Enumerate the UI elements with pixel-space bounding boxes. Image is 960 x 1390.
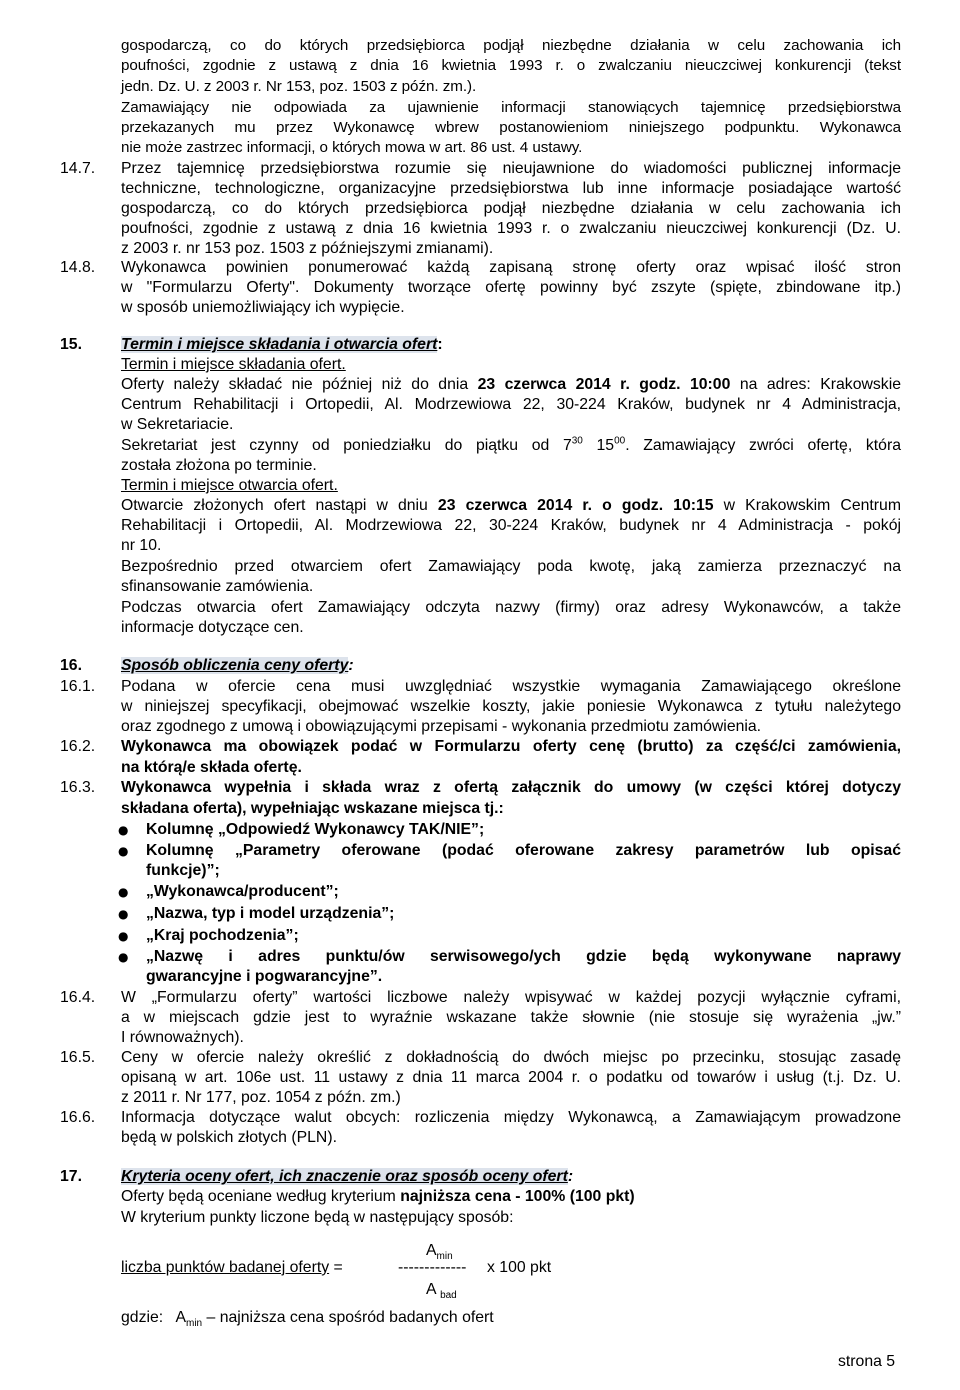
paragraph-line: poufności, zgodnie z ustawą z dnia 16 kwietnia 1993 r. o zwalczaniu nieuczciwej konkurencji (Dz. U. (121, 220, 901, 237)
bullet-item: „Nazwę i adres punktu/ów serwisowego/ych gdzie będą wykonywane naprawy (146, 948, 901, 965)
paragraph-line: na którą/e składa ofertę. (121, 759, 302, 776)
section-number: 15. (60, 336, 82, 353)
bullet-icon: ● (118, 950, 129, 964)
paragraph-line: Centrum Rehabilitacji i Ortopedii, Al. Modrzewiowa 22, 30-224 Kraków, budynek nr 4 Administracja, (121, 396, 901, 413)
paragraph-line: Wykonawca wypełnia i składa wraz z ofertą załącznik do umowy (w części której dotyczy (121, 779, 901, 796)
superscript: 00 (614, 435, 626, 447)
paragraph-line: Zamawiający nie odpowiada za ujawnienie informacji stanowiących tajemnicę przedsiębiorstwa (121, 99, 901, 116)
text-span: 15 (582, 437, 615, 454)
formula-symbol: A (426, 1242, 437, 1259)
paragraph-line: a w miejscach gdzie jest to wyraźnie wskazane także słownie (nie stosuje się wyrażenia „jw.” (121, 1009, 901, 1026)
paragraph-line: Podana w ofercie cena musi uwzględniać wszystkie wymagania Zamawiającego określone (121, 678, 901, 695)
bullet-icon: ● (118, 823, 129, 837)
text-span: gdzie: A (121, 1309, 186, 1326)
section-heading (121, 656, 901, 676)
formula-symbol: A (426, 1281, 436, 1298)
deadline-text: 23 czerwca 2014 r. godz. 10:00 (477, 376, 731, 393)
bullet-icon: ● (118, 907, 129, 921)
paragraph-line: nr 10. (121, 537, 162, 554)
text-span: Otwarcie złożonych ofert nastąpi w dniu (121, 497, 438, 514)
subheading: Termin i miejsce składania ofert. (121, 356, 346, 373)
paragraph-line: w "Formularzu Oferty". Dokumenty tworzące ofertę powinny być zszyte (spięte, zbindowane itp.) (121, 279, 901, 296)
paragraph-line (121, 496, 901, 516)
formula-legend (121, 1308, 494, 1328)
paragraph-line (121, 436, 901, 456)
formula-lhs-label: liczba punktów badanej oferty (121, 1259, 330, 1276)
bullet-item: Kolumnę „Odpowiedź Wykonawcy TAK/NIE”; (146, 821, 485, 838)
section-title: Termin i miejsce składania i otwarcia ofert (121, 336, 438, 353)
subscript: min (436, 1251, 453, 1263)
paragraph-line: Wykonawca ma obowiązek podać w Formularzu oferty cenę (brutto) za część/ci zamówienia, (121, 738, 901, 755)
paragraph-line: gospodarczą, co do których przedsiębiorca podjął niezbędne działania w celu zachowania ich (121, 37, 901, 54)
formula-fraction-line: ------------- (398, 1259, 467, 1276)
paragraph-line: W kryterium punkty liczone będą w następujący sposób: (121, 1209, 514, 1226)
paragraph-line: Podczas otwarcia ofert Zamawiający odczyta nazwy (firmy) oraz adresy Wykonawców, a także (121, 599, 901, 616)
bullet-item-cont: gwarancyjne i pogwarancyjne”. (146, 968, 383, 985)
subheading: Termin i miejsce otwarcia ofert. (121, 477, 338, 494)
paragraph-line: Przez tajemnicę przedsiębiorstwa rozumie się nieujawnione do wiadomości publicznej informacje (121, 160, 901, 177)
section-title: Kryteria oceny ofert, ich znaczenie oraz sposób oceny ofert (121, 1168, 568, 1185)
formula-lhs (121, 1258, 343, 1278)
page-number: strona 5 (838, 1353, 896, 1370)
text-span: Oferty należy składać nie później niż do dnia (121, 376, 478, 393)
subscript: min (186, 1318, 203, 1330)
paragraph-line: Wykonawca powinien ponumerować każdą zapisaną stronę oferty oraz wpisać ilość stron (121, 259, 901, 276)
subscript: bad (440, 1290, 457, 1302)
paragraph-line: informacje dotyczące cen. (121, 619, 304, 636)
section-number: 17. (60, 1168, 82, 1185)
paragraph-line: w sposób uniemożliwiający ich wypięcie. (121, 299, 405, 316)
paragraph-line: z 2011 r. Nr 177, poz. 1054 z późn. zm.) (121, 1089, 401, 1106)
item-number: 16.6. (60, 1109, 96, 1126)
paragraph-line: techniczne, technologiczne, organizacyjne przedsiębiorstwa lub inne informacje posiadające wartość (121, 180, 901, 197)
bullet-item: „Nazwa, typ i model urządzenia”; (146, 905, 395, 922)
paragraph-line: została złożona po terminie. (121, 457, 317, 474)
paragraph-line: oraz zgodnego z umową i obowiązującymi przepisami - wykonania przedmiotu zamówienia. (121, 718, 762, 735)
bullet-item: Kolumnę „Parametry oferowane (podać oferowane zakresy parametrów lub opisać (146, 842, 901, 859)
text-span: w Krakowskim Centrum (713, 497, 901, 514)
paragraph-line: Bezpośrednio przed otwarciem ofert Zamawiający poda kwotę, jaką zamierza przeznaczyć na (121, 558, 901, 575)
paragraph-line: z 2003 r. nr 153 poz. 1503 z późniejszymi zmianami). (121, 240, 494, 257)
text-span: – najniższa cena spośród badanych ofert (202, 1309, 494, 1326)
heading-colon: : (348, 657, 354, 674)
paragraph-line: w niniejszej specyfikacji, obejmować wszelkie koszty, jakie poniesie Wykonawca z tytułu należytego (121, 698, 901, 715)
item-number: 14.8. (60, 259, 96, 276)
item-number: 16.3. (60, 779, 96, 796)
paragraph-line: jedn. Dz. U. z 2003 r. Nr 153, poz. 1503 z późn. zm.). (121, 78, 477, 95)
bullet-item-cont: funkcje)”; (146, 862, 220, 879)
paragraph-line: sfinansowanie zamówienia. (121, 578, 314, 595)
paragraph-line (121, 1187, 901, 1207)
text-span: . Zamawiający zwróci ofertę, która (625, 437, 901, 454)
bullet-item: „Kraj pochodzenia”; (146, 927, 299, 944)
section-heading (121, 335, 901, 355)
bullet-icon: ● (118, 929, 129, 943)
bullet-item: „Wykonawca/producent”; (146, 883, 339, 900)
item-number: 16.5. (60, 1049, 96, 1066)
item-number: 16.1. (60, 678, 96, 695)
paragraph-line: opisaną w art. 106e ust. 11 ustawy z dnia 11 marca 2004 r. o podatku od towarów i usług (t.j. Dz. U. (121, 1069, 901, 1086)
superscript: 30 (571, 435, 583, 447)
bullet-icon: ● (118, 844, 129, 858)
item-number: 14.7. (60, 160, 96, 177)
paragraph-line: nie może zastrzec informacji, o których mowa w art. 86 ust. 4 ustawy. (121, 139, 583, 156)
paragraph-line: przekazanych mu przez Wykonawcę wbrew postanowieniom niniejszego podpunktu. Wykonawca (121, 119, 901, 136)
text-span: Oferty będą oceniane według kryterium (121, 1188, 401, 1205)
heading-colon: : (437, 336, 443, 353)
item-number: 16.2. (60, 738, 96, 755)
paragraph-line: Informacja dotyczące walut obcych: rozliczenia między Wykonawcą, a Zamawiającym prowadzone (121, 1109, 901, 1126)
bullet-icon: ● (118, 885, 129, 899)
formula-equals: = (329, 1259, 343, 1276)
paragraph-line: W „Formularzu oferty” wartości liczbowe należy wpisywać w każdej pozycji wyłącznie cyframi, (121, 989, 901, 1006)
section-heading (121, 1167, 901, 1187)
criterion-text: najniższa cena - 100% (100 pkt) (400, 1188, 635, 1205)
section-title: Sposób obliczenia ceny oferty (121, 657, 349, 674)
text-span: na adres: Krakowskie (730, 376, 901, 393)
formula-multiplier: x 100 pkt (487, 1259, 552, 1276)
paragraph-line: składana oferta), wypełniając wskazane miejsca tj.: (121, 800, 504, 817)
item-number: 16.4. (60, 989, 96, 1006)
heading-colon: : (567, 1168, 574, 1185)
paragraph-line (121, 375, 901, 395)
paragraph-line: gospodarczą, co do których przedsiębiorca podjął niezbędne działania w celu zachowania ich (121, 200, 901, 217)
paragraph-line: poufności, zgodnie z ustawą z dnia 16 kwietnia 1993 r. o zwalczaniu nieuczciwej konkurencji (tekst (121, 57, 901, 74)
section-number: 16. (60, 657, 82, 674)
text-span: Sekretariat jest czynny od poniedziałku do piątku od 7 (121, 437, 572, 454)
formula-denominator (426, 1280, 457, 1300)
paragraph-line: I równoważnych). (121, 1029, 244, 1046)
paragraph-line: Ceny w ofercie należy określić z dokładnością do dwóch miejsc po przecinku, stosując zasadę (121, 1049, 901, 1066)
opening-date-text: 23 czerwca 2014 r. o godz. 10:15 (437, 497, 714, 514)
paragraph-line: będą w polskich złotych (PLN). (121, 1129, 337, 1146)
paragraph-line: Rehabilitacji i Ortopedii, Al. Modrzewiowa 22, 30-224 Kraków, budynek nr 4 Administracja - pokój (121, 517, 901, 534)
paragraph-line: w Sekretariacie. (121, 416, 234, 433)
